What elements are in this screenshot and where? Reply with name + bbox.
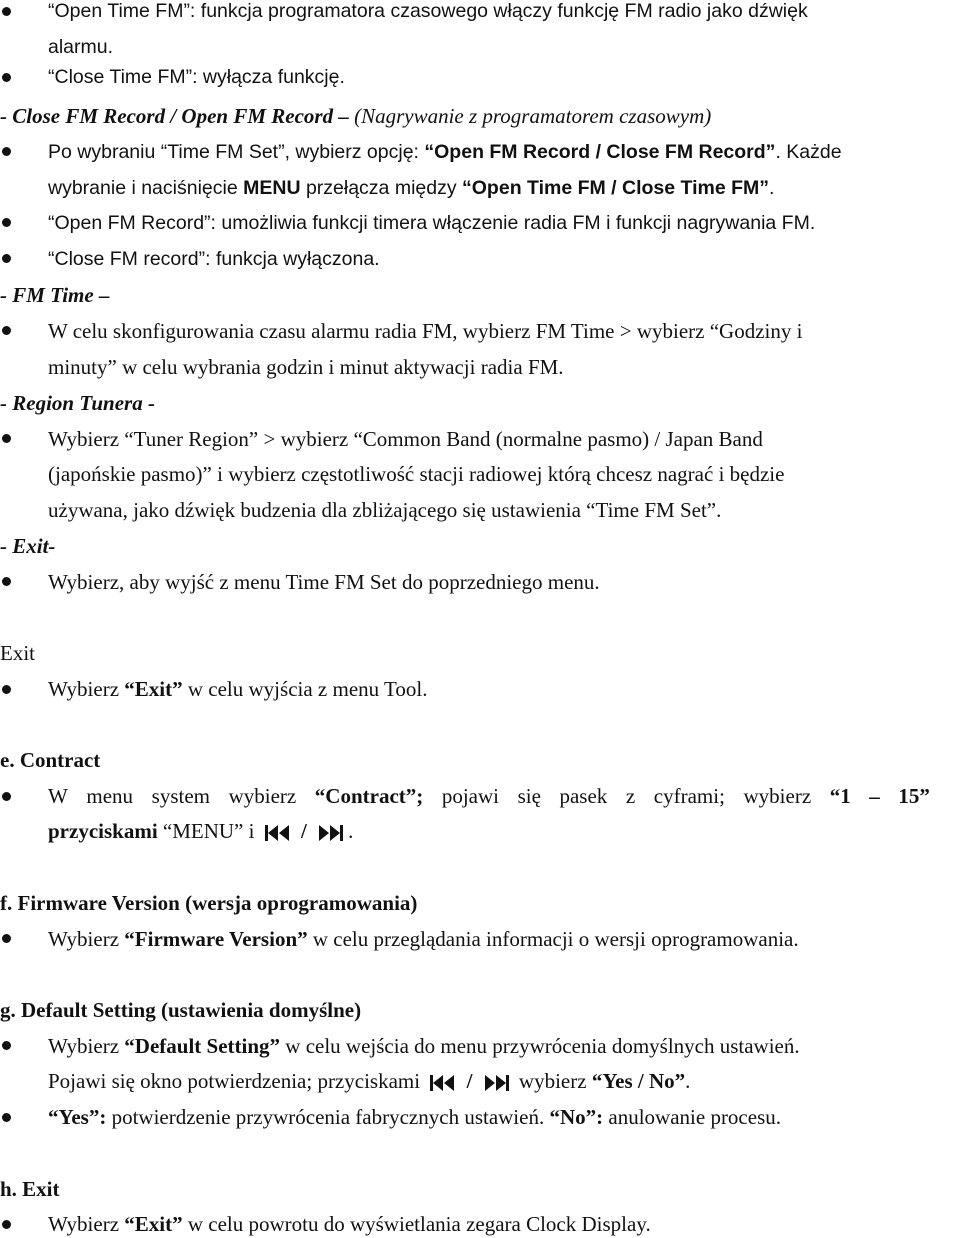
text-line: “Yes”: potwierdzenie przywrócenia fabrycznych ustawień. “No”: anulowanie procesu. xyxy=(48,1105,781,1129)
text-line: przyciskami “MENU” i / . xyxy=(48,819,354,843)
text-line: Wybierz “Exit” w celu powrotu do wyświetlania zegara Clock Display. xyxy=(48,1212,651,1236)
skip-next-icon xyxy=(316,824,344,842)
subsection-heading: - Region Tunera - xyxy=(0,391,155,415)
bullet xyxy=(2,1220,11,1229)
text-line: Wybierz “Default Setting” w celu wejścia do menu przywrócenia domyślnych ustawień. xyxy=(48,1034,800,1058)
bullet xyxy=(2,326,11,335)
section-heading: f. Firmware Version (wersja oprogramowania) xyxy=(0,891,418,915)
text-line: wybranie i naciśnięcie MENU przełącza między “Open Time FM / Close Time FM”. xyxy=(48,177,775,199)
text-line: używana, jako dźwięk budzenia dla zbliżającego się ustawienia “Time FM Set”. xyxy=(48,498,722,522)
bullet xyxy=(2,73,11,82)
text-line: Wybierz, aby wyjść z menu Time FM Set do poprzedniego menu. xyxy=(48,570,600,594)
text-line: Wybierz “Exit” w celu wyjścia z menu Tool. xyxy=(48,677,428,701)
bullet xyxy=(2,434,11,443)
bullet xyxy=(2,7,11,16)
text-line: Wybierz “Firmware Version” w celu przeglądania informacji o wersji oprogramowania. xyxy=(48,927,799,951)
text-line: alarmu. xyxy=(48,36,114,58)
section-heading: Exit xyxy=(0,641,35,665)
text-line: “Open FM Record”: umożliwia funkcji timera włączenie radia FM i funkcji nagrywania FM. xyxy=(48,212,816,234)
bullet xyxy=(2,792,11,801)
text-line: (japońskie pasmo)” i wybierz częstotliwość stacji radiowej którą chcesz nagrać i będzie xyxy=(48,462,785,486)
bullet xyxy=(2,685,11,694)
bullet xyxy=(2,1041,11,1050)
bullet xyxy=(2,218,11,227)
skip-next-icon xyxy=(482,1074,510,1092)
bullet xyxy=(2,254,11,263)
text-line: W menu system wybierz “Contract”; pojawi się pasek z cyframi; wybierz “1 – 15” xyxy=(48,784,930,808)
text-line: W celu skonfigurowania czasu alarmu radia FM, wybierz FM Time > wybierz “Godziny i xyxy=(48,319,803,343)
bullet xyxy=(2,934,11,943)
subsection-heading: - Close FM Record / Open FM Record – (Nagrywanie z programatorem czasowym) xyxy=(0,104,712,128)
bullet xyxy=(2,1113,11,1122)
bullet xyxy=(2,147,11,156)
subsection-heading: - Exit- xyxy=(0,534,56,558)
text-line: Wybierz “Tuner Region” > wybierz “Common Band (normalne pasmo) / Japan Band xyxy=(48,427,763,451)
text-line: “Close Time FM”: wyłącza funkcję. xyxy=(48,66,345,88)
section-heading: h. Exit xyxy=(0,1177,60,1201)
text-line: Po wybraniu “Time FM Set”, wybierz opcję: “Open FM Record / Close FM Record”. Każde xyxy=(48,141,842,163)
bullet xyxy=(2,577,11,586)
section-heading: g. Default Setting (ustawienia domyślne) xyxy=(0,998,362,1022)
section-heading: e. Contract xyxy=(0,748,101,772)
subsection-heading: - FM Time – xyxy=(0,283,110,307)
skip-previous-icon xyxy=(264,824,292,842)
text-line: Pojawi się okno potwierdzenia; przyciskami / wybierz “Yes / No”. xyxy=(48,1069,691,1093)
text-line: “Open Time FM”: funkcja programatora czasowego włączy funkcję FM radio jako dźwięk xyxy=(48,0,808,22)
text-line: minuty” w celu wybrania godzin i minut aktywacji radia FM. xyxy=(48,355,564,379)
skip-previous-icon xyxy=(429,1074,457,1092)
text-line: “Close FM record”: funkcja wyłączona. xyxy=(48,248,380,270)
